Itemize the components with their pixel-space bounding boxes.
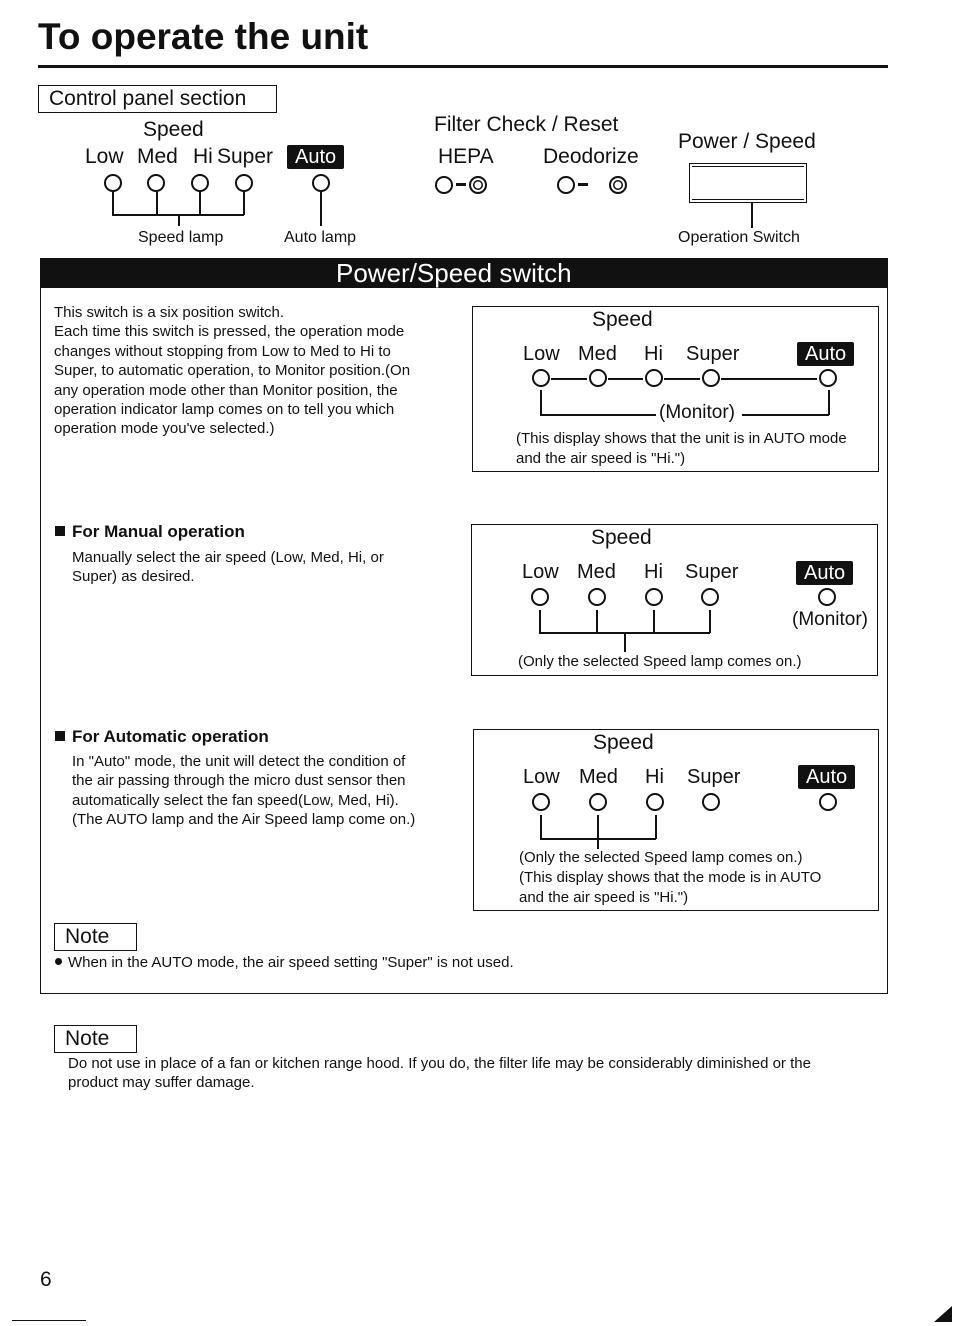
- speed-heading: Speed: [143, 118, 204, 141]
- auto-lamp: [312, 174, 330, 192]
- hepa-reset-button[interactable]: [469, 176, 487, 194]
- hepa-label: HEPA: [438, 145, 494, 168]
- bottom-note-label: Note: [54, 1025, 137, 1053]
- speed-lamp-low: [104, 174, 122, 192]
- hepa-lamp: [435, 176, 453, 194]
- section-note-label: Note: [54, 923, 137, 951]
- manual-heading: For Manual operation: [72, 522, 245, 541]
- speed-lamp-med: [147, 174, 165, 192]
- auto-lamp-caption: Auto lamp: [284, 229, 357, 246]
- manual-paragraph: Manually select the air speed (Low, Med, Hi, or Super) as desired.: [72, 549, 384, 586]
- deodorize-reset-button[interactable]: [609, 176, 627, 194]
- panel1-speed-heading: Speed: [592, 308, 653, 331]
- speed-label-low: Low: [85, 145, 124, 168]
- speed-label-super: Super: [217, 145, 274, 168]
- speed-lamp-super: [235, 174, 253, 192]
- deodorize-label: Deodorize: [543, 145, 639, 168]
- section-note-text: When in the AUTO mode, the air speed setting "Super" is not used.: [68, 954, 514, 971]
- power-speed-heading: Power / Speed: [678, 130, 816, 153]
- filter-check-heading: Filter Check / Reset: [434, 113, 619, 136]
- deodorize-lamp: [557, 176, 575, 194]
- page-number: 6: [40, 1268, 52, 1291]
- auto-paragraph: In "Auto" mode, the unit will detect the condition of the air passing through the micro dust sensor then automatically select the fan speed(Low, Med, Hi). (The AUTO lamp and the Air Speed lamp come on.): [72, 753, 416, 829]
- section-heading: Power/Speed switch: [336, 258, 572, 288]
- intro-paragraph: This switch is a six position switch. Each time this switch is pressed, the operation mode changes without stopping from Low to Med to Hi to Super, to automatic operation, to Monitor position.(On any operation mode other than Monitor position, the operation indicator lamp comes on to tell you which operation mode you've selected.): [54, 304, 411, 438]
- operation-switch-caption: Operation Switch: [678, 229, 800, 246]
- auto-badge: Auto: [287, 145, 344, 169]
- panel3-caption: (Only the selected Speed lamp comes on.) (This display shows that the mode is in AUTO and the air speed is "Hi."): [519, 849, 822, 906]
- control-panel-section-label: Control panel section: [38, 85, 277, 113]
- speed-lamp-hi: [191, 174, 209, 192]
- operation-switch[interactable]: [689, 163, 807, 203]
- bottom-note-text: Do not use in place of a fan or kitchen range hood. If you do, the filter life may be considerably diminished or the product may suffer damage.: [68, 1055, 811, 1092]
- auto-heading: For Automatic operation: [72, 727, 269, 746]
- panel1-caption: (This display shows that the unit is in AUTO mode and the air speed is "Hi."): [516, 430, 847, 467]
- corner-mark-icon: [932, 1302, 954, 1324]
- page-title: To operate the unit: [38, 16, 369, 57]
- title-rule: [38, 65, 888, 68]
- panel2-caption: (Only the selected Speed lamp comes on.): [518, 653, 802, 670]
- speed-label-med: Med: [137, 145, 178, 168]
- speed-lamp-caption: Speed lamp: [138, 229, 224, 246]
- speed-label-hi: Hi: [193, 145, 213, 168]
